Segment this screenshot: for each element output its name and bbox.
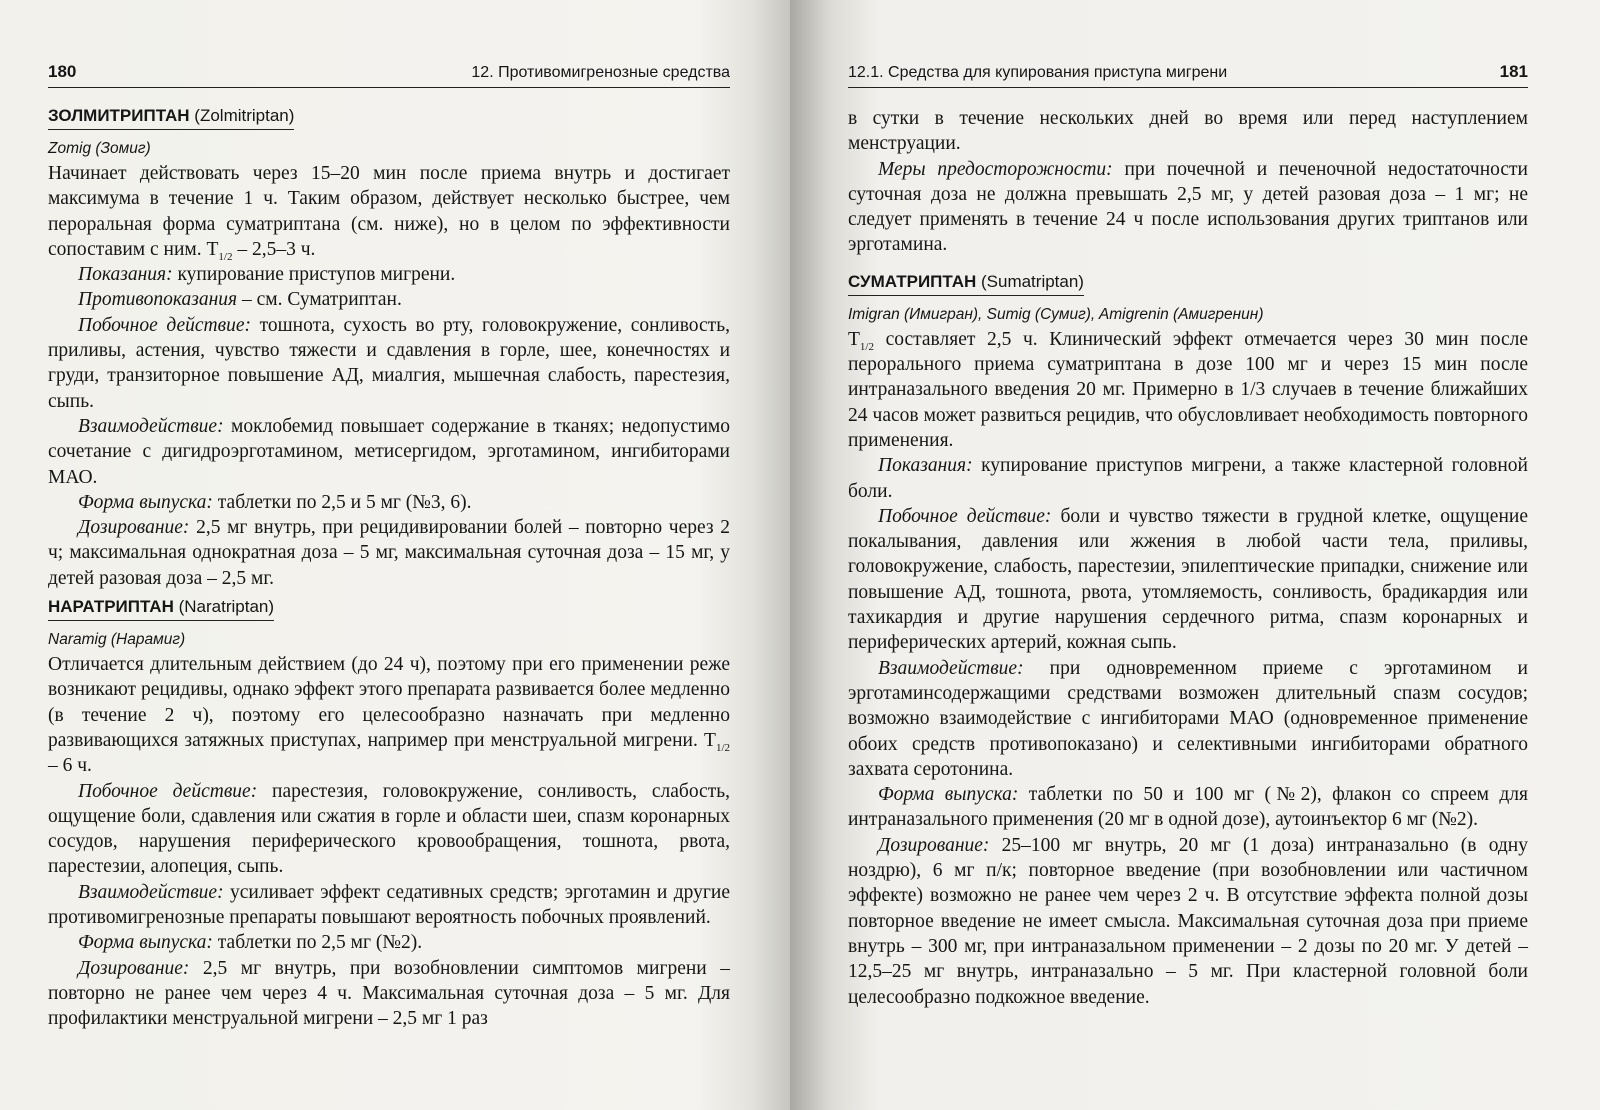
- continuation-text: в сутки в течение нескольких дней во время или перед наступлением менструации.: [848, 108, 1528, 155]
- section-dosage: Дозирование: 2,5 мг внутрь, при возобновлении симптомов мигрени – повторно не ранее чем через 4 ч. Максимальная суточная доза – 5 мг. Для профилактики менструальной мигрени – 2,5 мг 1 раз: [48, 957, 730, 1030]
- section-indications: Показания: купирование приступов мигрени, а также кластерной головной боли.: [848, 455, 1528, 502]
- section-release-form: Форма выпуска: таблетки по 2,5 и 5 мг (№3, 6).: [78, 491, 472, 513]
- trade-names: Imigran (Имигран), Sumig (Сумиг), Amigrenin (Амигренин): [848, 305, 1264, 323]
- section-side-effects: Побочное действие: парестезия, головокружение, сонливость, слабость, ощущение боли, сдавления или сжатия в горле и области шеи, спазм коронарных сосудов, нарушения периферического кровообращения, тошнота, рвота, парестезии, алопеция, сыпь.: [48, 780, 730, 878]
- drug-heading: [48, 597, 274, 621]
- right-page: [790, 0, 1600, 1110]
- drug-name: ЗОЛМИТРИПТАН: [48, 106, 190, 125]
- drug-entry-zolmitriptan: [48, 106, 730, 591]
- drug-entry-sumatriptan: [848, 272, 1528, 1010]
- drug-latin-name: (Sumatriptan): [980, 271, 1084, 291]
- drug-latin-name: (Zolmitriptan): [194, 106, 295, 125]
- section-release-form: Форма выпуска: таблетки по 2,5 мг (№2).: [78, 932, 423, 954]
- section-release-form: Форма выпуска: таблетки по 50 и 100 мг (№2), флакон со спреем для интраназального применения (20 мг в одной дозе), аутоинъектор 6 мг (№2).: [848, 784, 1528, 831]
- section-dosage: Дозирование: 25–100 мг внутрь, 20 мг (1 доза) интраназально (в одну ноздрю), 6 мг п/к; повторное введение (при возобновлении или частичном эффекте) возможно не ранее чем через 2 ч. В отсутствие эффекта полной дозы повторное введение не имеет смысла. Максимальная суточная доза при приеме внутрь – 300 мг, при интраназальном применении – 2 дозы по 20 мг. У детей – 12,5–25 мг внутрь, интраназально – 5 мг. При кластерной головной боли целесообразно подкожное введение.: [848, 834, 1528, 1008]
- trade-names: Zomig (Зомиг): [48, 140, 151, 157]
- section-interaction: Взаимодействие: усиливает эффект седативных средств; эрготамин и другие противомигренозные препараты повышают вероятность побочных проявлений.: [48, 881, 730, 929]
- drug-name: СУМАТРИПТАН: [848, 271, 977, 291]
- section-side-effects: Побочное действие: боли и чувство тяжести в грудной клетке, ощущение покалывания, давления или жжения в любой части тела, приливы, головокружение, слабость, парестезии, эпилептические припадки, снижение или повышение АД, тошнота, рвота, утомляемость, сонливость, брадикардия или тахикардия и другие нарушения сердечного ритма, спазм коронарных и периферических артерий, кожная сыпь.: [848, 505, 1528, 654]
- drug-intro: Начинает действовать через 15–20 мин после приема внутрь и достигает максимума в течение 1 ч. Таким образом, действует несколько быстрее, чем пероральная форма суматриптана (см. ниже), но в целом по эффективности сопоставим с ним. $T_{1/2} - 2,5-3$ ч.: [48, 163, 730, 263]
- trade-names: Naramig (Нарамиг): [48, 631, 186, 649]
- drug-entry-naratriptan: [48, 597, 730, 1031]
- drug-intro: $T_{1/2}$ составляет 2,5 ч. Клинический эффект отмечается через 30 мин после перорального приема суматриптана в дозе 100 мг и через 15 мин после интраназального введения 20 мг. Примерно в 1/3 случаев в течение ближайших 24 часов может развиться рецидив, что обусловливает необходимость повторного применения.: [848, 328, 1528, 451]
- running-head-right: [848, 62, 1528, 88]
- drug-heading: [848, 272, 1084, 296]
- section-dosage: Дозирование: 2,5 мг внутрь, при рецидивировании болей – повторно через 2 ч; максимальная однократная доза – 5 мг, максимальная суточная доза – 15 мг, у детей разовая доза – 2,5 мг.: [48, 517, 730, 589]
- section-side-effects: Побочное действие: тошнота, сухость во рту, головокружение, сонливость, приливы, астения, чувство тяжести и сдавления в горле, шее, конечностях и груди, транзиторное повышение АД, миалгия, мышечная слабость, парестезия, сыпь.: [48, 314, 730, 412]
- drug-intro: Отличается длительным действием (до 24 ч), поэтому при его применении реже возникают рецидивы, однако эффект этого препарата развивается более медленно (в течение 2 ч), поэтому его целесообразно назначать при медленно развивающихся затяжных приступах, например при менструальной мигрени. $T_{1/2} - 6$ ч.: [48, 654, 730, 777]
- running-title-left: 12. Противомигренозные средства: [471, 64, 730, 81]
- section-contraindications: Противопоказания – см. Суматриптан.: [78, 289, 402, 311]
- drug-name: НАРАТРИПТАН: [48, 597, 174, 617]
- running-title-right: 12.1. Средства для купирования приступа мигрени: [848, 64, 1228, 81]
- running-head-left: [48, 62, 730, 88]
- section-precautions: Меры предосторожности: при почечной и печеночной недостаточности суточная доза не должна превышать 2,5 мг, у детей разовая доза – 1 мг; не следует применять в течение 24 ч после использования других триптанов или эрготамина.: [848, 158, 1528, 256]
- section-interaction: Взаимодействие: моклобемид повышает содержание в тканях; недопустимо сочетание с дигидроэрготамином, метисергидом, эрготамином, ингибиторами МАО.: [48, 415, 730, 488]
- page-number-right: 181: [1499, 62, 1528, 81]
- left-page: [0, 0, 790, 1110]
- drug-heading: [48, 106, 294, 130]
- drug-latin-name: (Naratriptan): [178, 597, 275, 617]
- page-number-left: 180: [48, 62, 77, 81]
- section-indications: Показания: купирование приступов мигрени.: [78, 264, 456, 286]
- section-interaction: Взаимодействие: при одновременном приеме с эрготамином и эрготаминсодержащими средствами возможен длительный спазм сосудов; возможно взаимодействие с ингибиторами МАО (одновременное применение обоих средств противопоказано) и селективными ингибиторами обратного захвата серотонина.: [848, 657, 1528, 780]
